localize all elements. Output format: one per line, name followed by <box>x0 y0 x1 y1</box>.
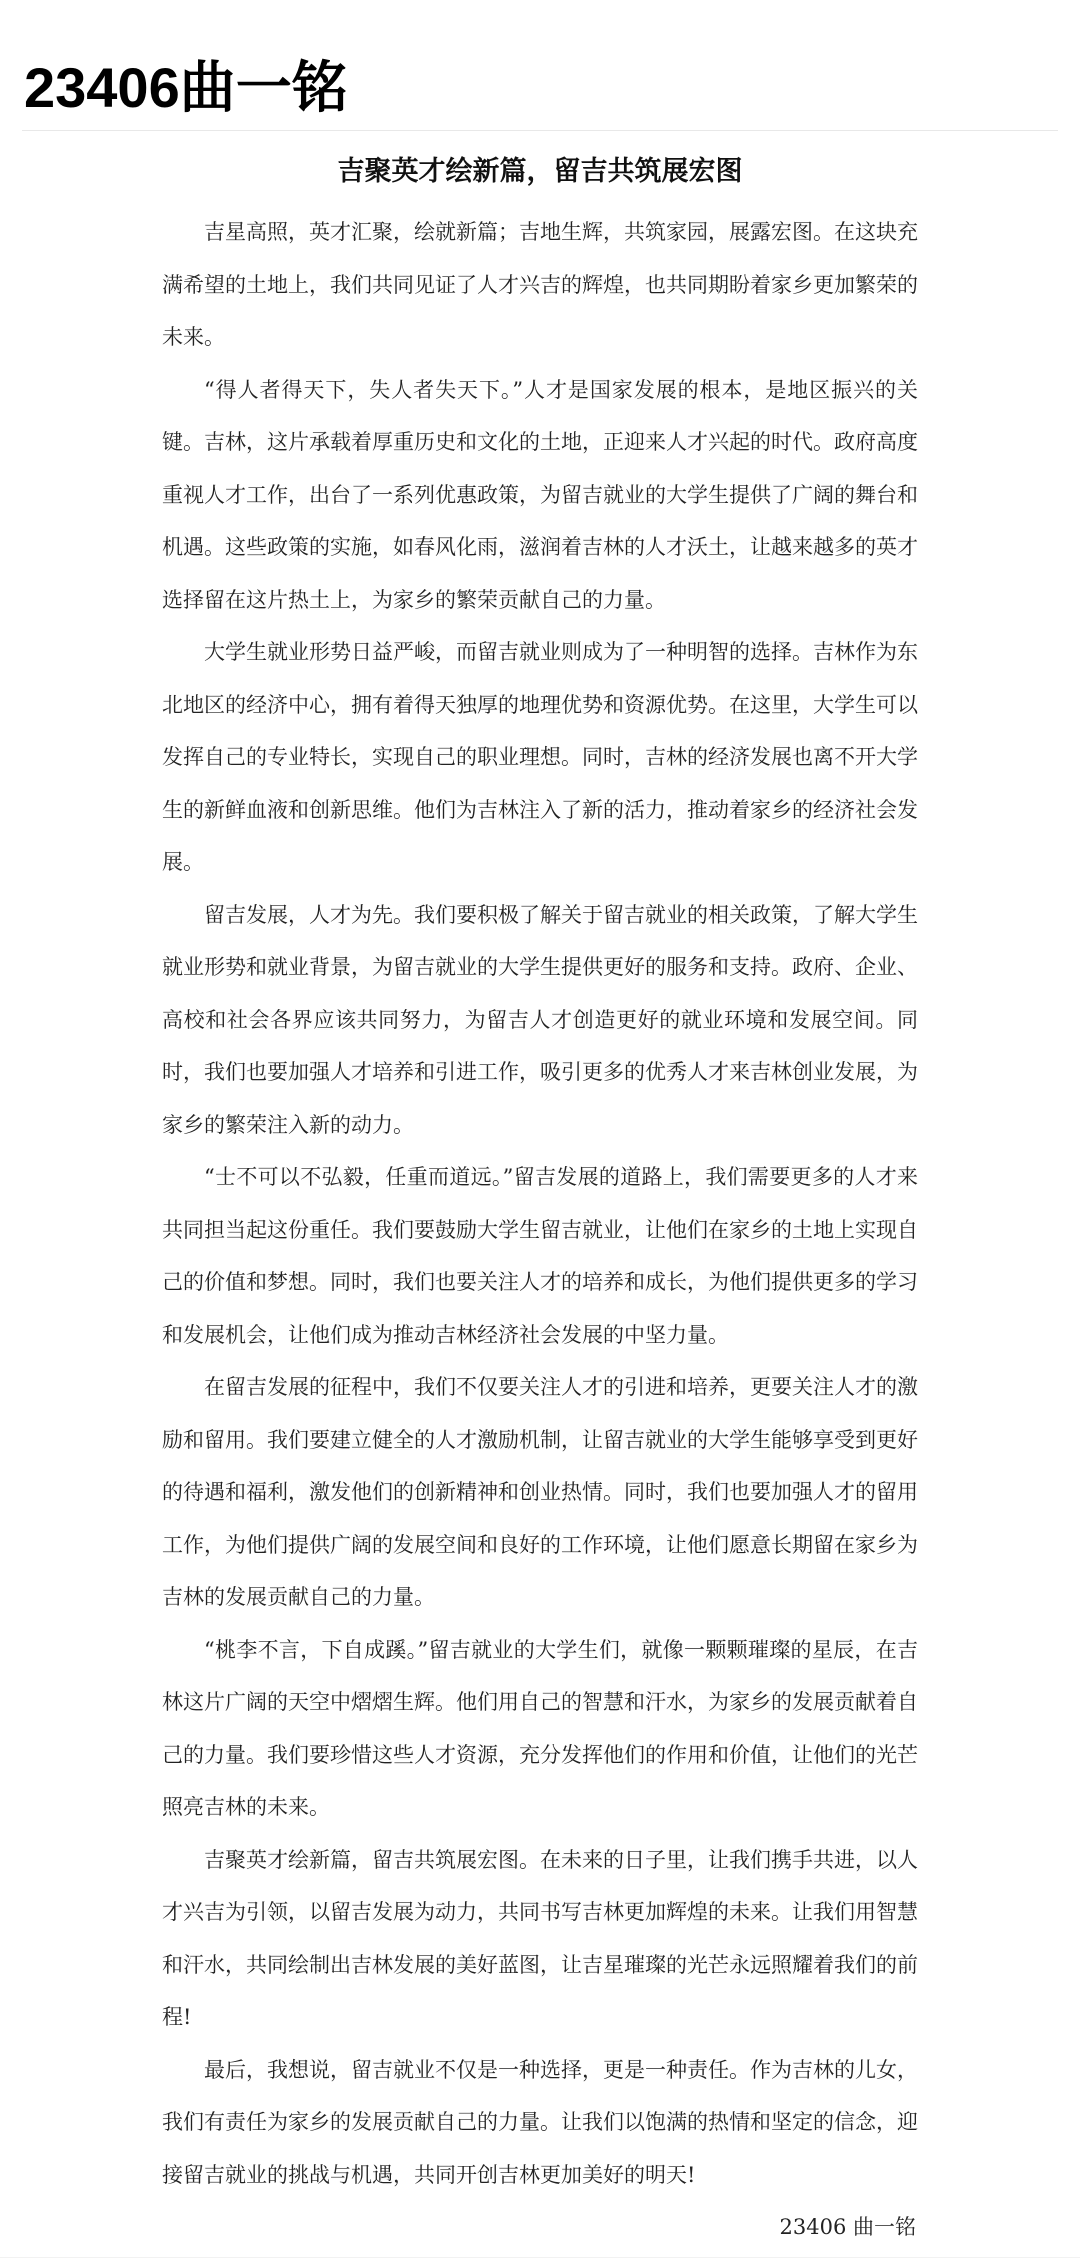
essay-document <box>162 144 918 2253</box>
essay-paragraph-6: 在留吉发展的征程中，我们不仅要关注人才的引进和培养，更要关注人才的激励和留用。我们要建立健全的人才激励机制，让留吉就业的大学生能够享受到更好的待遇和福利，激发他们的创新精神和创业热情。同时，我们也要加强人才的留用工作，为他们提供广阔的发展空间和良好的工作环境，让他们愿意长期留在家乡为吉林的发展贡献自己的力量。 <box>162 1375 918 1609</box>
essay-paragraph-1: 吉星高照，英才汇聚，绘就新篇；吉地生辉，共筑家园，展露宏图。在这块充满希望的土地上，我们共同见证了人才兴吉的辉煌，也共同期盼着家乡更加繁荣的未来。 <box>162 220 918 349</box>
essay-paragraph-9: 最后，我想说，留吉就业不仅是一种选择，更是一种责任。作为吉林的儿女，我们有责任为家乡的发展贡献自己的力量。让我们以饱满的热情和坚定的信念，迎接留吉就业的挑战与机遇，共同开创吉林更加美好的明天! <box>162 2057 918 2187</box>
essay-paragraph-8: 吉聚英才绘新篇，留吉共筑展宏图。在未来的日子里，让我们携手共进，以人才兴吉为引领，以留吉发展为动力，共同书写吉林更加辉煌的未来。让我们用智慧和汗水，共同绘制出吉林发展的美好蓝图，让吉星璀璨的光芒永远照耀着我们的前程! <box>162 1847 918 2029</box>
page-title: 23406曲一铭 <box>24 56 348 119</box>
header-divider <box>22 130 1058 131</box>
essay-paragraph-5: “士不可以不弘毅，任重而道远。”留吉发展的道路上，我们需要更多的人才来共同担当起这份重任。我们要鼓励大学生留吉就业，让他们在家乡的土地上实现自己的价值和梦想。同时，我们也要关注人才的培养和成长，为他们提供更多的学习和发展机会，让他们成为推动吉林经济社会发展的中坚力量。 <box>162 1165 918 1347</box>
essay-paragraph-7: “桃李不言，下自成蹊。”留吉就业的大学生们，就像一颗颗璀璨的星辰，在吉林这片广阔的天空中熠熠生辉。他们用自己的智慧和汗水，为家乡的发展贡献着自己的力量。我们要珍惜这些人才资源，充分发挥他们的作用和价值，让他们的光芒照亮吉林的未来。 <box>162 1637 918 1819</box>
essay-paragraph-2: “得人者得天下，失人者失天下。”人才是国家发展的根本，是地区振兴的关键。吉林，这片承载着厚重历史和文化的土地，正迎来人才兴起的时代。政府高度重视人才工作，出台了一系列优惠政策，为留吉就业的大学生提供了广阔的舞台和机遇。这些政策的实施，如春风化雨，滋润着吉林的人才沃土，让越来越多的英才选择留在这片热土上，为家乡的繁荣贡献自己的力量。 <box>162 377 918 612</box>
essay-paragraph-4: 留吉发展，人才为先。我们要积极了解关于留吉就业的相关政策，了解大学生就业形势和就业背景，为留吉就业的大学生提供更好的服务和支持。政府、企业、高校和社会各界应该共同努力，为留吉人才创造更好的就业环境和发展空间。同时，我们也要加强人才培养和引进工作，吸引更多的优秀人才来吉林创业发展，为家乡的繁荣注入新的动力。 <box>162 902 918 1137</box>
essay-title: 吉聚英才绘新篇，留吉共筑展宏图 <box>337 156 743 187</box>
essay-paragraph-3: 大学生就业形势日益严峻，而留吉就业则成为了一种明智的选择。吉林作为东北地区的经济中心，拥有着得天独厚的地理优势和资源优势。在这里，大学生可以发挥自己的专业特长，实现自己的职业理想。同时，吉林的经济发展也离不开大学生的新鲜血液和创新思维。他们为吉林注入了新的活力，推动着家乡的经济社会发展。 <box>162 640 918 874</box>
essay-signature: 23406 曲一铭 <box>779 2215 916 2239</box>
page-header <box>24 44 348 124</box>
